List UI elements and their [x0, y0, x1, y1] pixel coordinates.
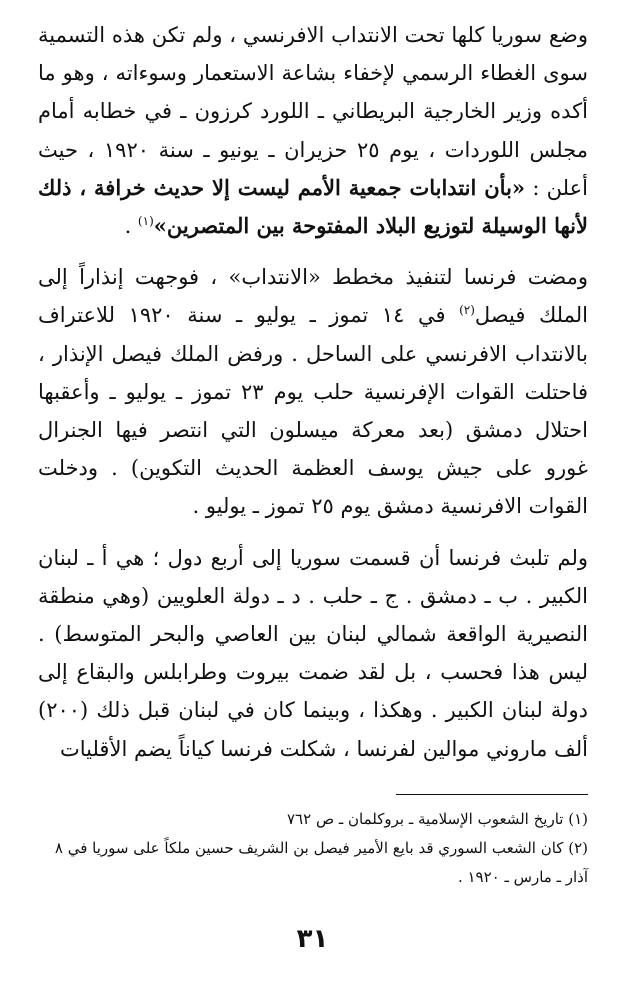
footnotes	[38, 805, 588, 892]
page-body	[38, 16, 588, 892]
paragraph-2-text-a: ومضت فرنسا لتنفيذ مخطط «الانتداب» ، فوجهت إنذاراً إلى الملك فيصل	[38, 265, 588, 328]
paragraph-1-end: .	[124, 214, 138, 239]
paragraph-2	[38, 258, 588, 525]
paragraph-2-text-b: في ١٤ تموز ـ يوليو ـ سنة ١٩٢٠ للاعتراف بالانتداب الافرنسي على الساحل . ورفض الملك فيصل الإنذار ، فاحتلت القوات الإفرنسية حلب يوم ٢٣ تموز ـ يوليو ـ وأعقبها احتلال دمشق (بعد معركة ميسلون التي انتصر فيها الجنرال غورو على جيش يوسف العظمة الحديث التكوين) . ودخلت القوات الافرنسية دمشق يوم ٢٥ تموز ـ يوليو .	[38, 303, 589, 519]
footnote-divider	[396, 794, 588, 795]
footnote-ref-1: (١)	[137, 214, 154, 229]
footnote-1: (١) تاريخ الشعوب الإسلامية ـ بروكلمان ـ ص ٧٦٢	[287, 809, 588, 828]
footnote-2: (٢) كان الشعب السوري قد بايع الأمير فيصل بن الشريف حسين ملكاً على سوريا في ٨ آذار ـ مارس ـ ١٩٢٠ .	[54, 838, 588, 886]
paragraph-3-text: ولم تلبث فرنسا أن قسمت سوريا إلى أربع دول ؛ هي أ ـ لبنان الكبير . ب ـ دمشق . ج ـ حلب . د ـ دولة العلويين (وهي منطقة النصيرية الواقعة شمالي لبنان بين العاصي والبحر المتوسط) . ليس هذا فحسب ، بل لقد ضمت بيروت وطرابلس والبقاع إلى دولة لبنان الكبير . وهكذا ، وبينما كان في لبنان قبل ذلك (٢٠٠) ألف ماروني موالين لفرنسا ، شكلت فرنسا كياناً يضم الأقليات	[38, 545, 588, 761]
curzon-quote: «بأن انتدابات جمعية الأمم ليست إلا حديث خرافة ، ذلك لأنها الوسيلة لتوزيع البلاد المفتوحة بين المتصرين»	[38, 174, 588, 239]
page-number: ٣١	[296, 924, 329, 954]
paragraph-1	[38, 16, 588, 245]
paragraph-3	[38, 539, 588, 768]
paragraph-1-text: وضع سوريا كلها تحت الانتداب الافرنسي ، ولم تكن هذه التسمية سوى الغطاء الرسمي لإخفاء بشاعة الاستعمار وسوءاته ، وهو ما أكده وزير الخارجية البريطاني ـ اللورد كرزون ـ في خطابه أمام مجلس اللوردات ، يوم ٢٥ حزيران ـ يونيو ـ سنة ١٩٢٠ ، حيث أعلن :	[38, 23, 589, 200]
footnote-ref-2: (٢)	[459, 303, 475, 318]
